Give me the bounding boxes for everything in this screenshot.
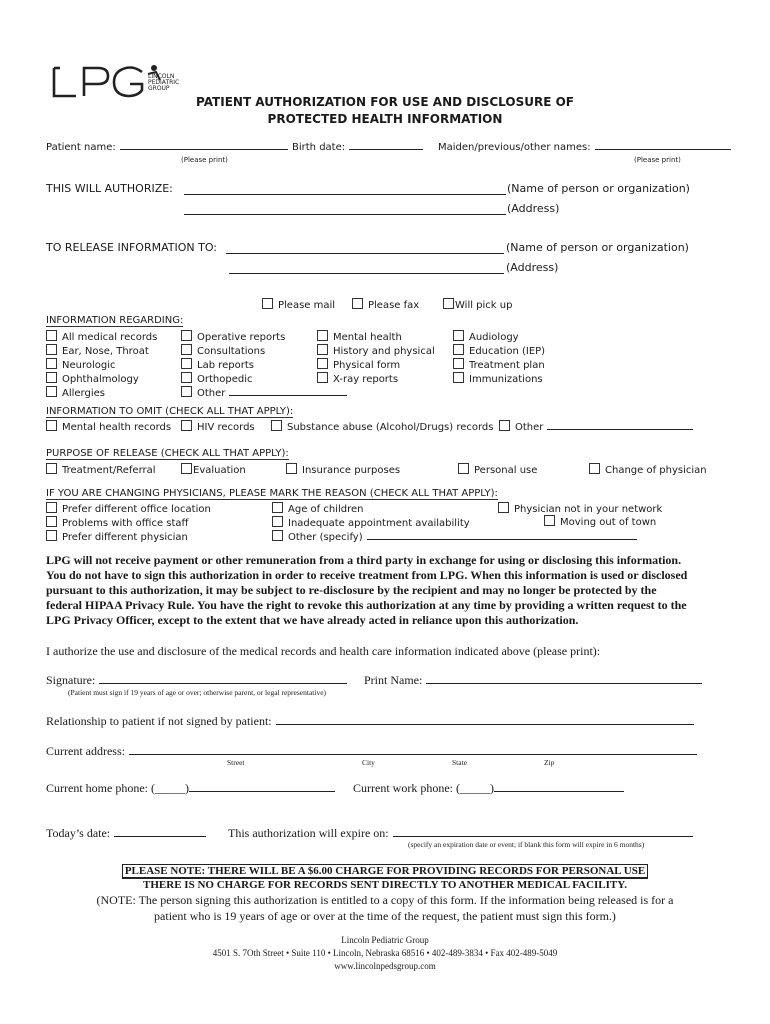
release-address-field[interactable] xyxy=(229,273,504,274)
change-item[interactable] xyxy=(272,530,637,544)
expire-field[interactable] xyxy=(393,836,693,837)
expire-label: This authorization will expire on: xyxy=(228,826,389,840)
omit-item-label: Mental health records xyxy=(62,422,172,433)
purpose-item-label: Insurance purposes xyxy=(302,465,401,476)
info-item-label: Education (IEP) xyxy=(469,346,546,357)
authorize-label: THIS WILL AUTHORIZE: xyxy=(46,182,173,195)
change-item-label: Prefer different office location xyxy=(62,504,211,515)
relationship-field[interactable] xyxy=(276,724,694,725)
home-phone-field[interactable] xyxy=(189,791,335,792)
info-item-label: Treatment plan xyxy=(469,360,545,371)
purpose-heading: PURPOSE OF RELEASE (CHECK ALL THAT APPLY): xyxy=(46,448,289,459)
info-item-label: X-ray reports xyxy=(333,374,399,385)
checkbox[interactable] xyxy=(181,372,192,383)
authorize-address-field[interactable] xyxy=(184,214,506,215)
authorize-name-hint: (Name of person or organization) xyxy=(507,182,690,195)
copy-note-line-2: patient who is 19 years of age or over at the time of the request, the patient must sign this form.) xyxy=(154,909,616,923)
option-label: Will pick up xyxy=(455,300,513,311)
info-item-label: Mental health xyxy=(333,332,402,343)
info-item[interactable] xyxy=(46,344,157,358)
checkbox[interactable] xyxy=(286,463,297,474)
notice-line: pursuant to this authorization, it may be subject to re-disclosure by the recipient and may no longer be protected by the xyxy=(46,583,657,597)
checkbox[interactable] xyxy=(272,530,283,541)
change-item-label: Problems with office staff xyxy=(62,518,189,529)
purpose-item[interactable] xyxy=(46,463,156,476)
authorization-statement: I authorize the use and disclosure of the medical records and health care information indicated above (please print): xyxy=(46,644,601,658)
patient-name-label: Patient name: xyxy=(46,142,116,153)
logo-tagline-2: PEDIATRIC xyxy=(148,79,180,86)
checkbox[interactable] xyxy=(181,420,192,431)
address-zip-hint: Zip xyxy=(544,758,555,767)
info-item-label: Other xyxy=(197,388,226,399)
info-item[interactable] xyxy=(317,358,435,372)
info-item[interactable] xyxy=(46,386,157,400)
omit-item-label: Substance abuse (Alcohol/Drugs) records xyxy=(287,422,494,433)
checkbox[interactable] xyxy=(46,372,57,383)
checkbox[interactable] xyxy=(46,386,57,397)
info-item[interactable] xyxy=(46,372,157,386)
change-item-label: Prefer different physician xyxy=(62,532,188,543)
checkbox[interactable] xyxy=(46,502,57,513)
info-item[interactable] xyxy=(317,344,435,358)
info-item-label: Orthopedic xyxy=(197,374,253,385)
change-heading: IF YOU ARE CHANGING PHYSICIANS, PLEASE MARK THE REASON (CHECK ALL THAT APPLY): xyxy=(46,488,498,499)
authorize-address-hint: (Address) xyxy=(507,202,560,215)
title-line-2: PROTECTED HEALTH INFORMATION xyxy=(267,112,503,126)
option-please-mail[interactable] xyxy=(262,298,335,311)
omit-item[interactable] xyxy=(181,420,255,433)
notice-line: federal HIPAA Privacy Rule. You have the right to revoke this authorization at any time by providing a written request to the xyxy=(46,598,687,612)
info-item-label: Lab reports xyxy=(197,360,254,371)
info-item[interactable] xyxy=(453,358,545,372)
omit-item-label: HIV records xyxy=(197,422,255,433)
checkbox[interactable] xyxy=(46,344,57,355)
maiden-names-field[interactable] xyxy=(595,149,731,150)
checkbox[interactable] xyxy=(46,530,57,541)
charge-notice: PLEASE NOTE: THERE WILL BE A $6.00 CHARGE FOR PROVIDING RECORDS FOR PERSONAL USE xyxy=(122,864,648,879)
release-label: TO RELEASE INFORMATION TO: xyxy=(46,241,217,254)
info-item[interactable] xyxy=(317,330,435,344)
checkbox[interactable] xyxy=(46,420,57,431)
info-item[interactable] xyxy=(317,372,435,386)
info-item[interactable] xyxy=(46,330,157,344)
expire-hint: (specify an expiration date or event; if blank this form will expire in 6 months) xyxy=(408,840,645,849)
option-label: Please fax xyxy=(368,300,420,311)
checkbox[interactable] xyxy=(458,463,469,474)
checkbox[interactable] xyxy=(46,516,57,527)
change-item[interactable] xyxy=(46,516,211,530)
checkbox[interactable] xyxy=(181,358,192,369)
omit-heading: INFORMATION TO OMIT (CHECK ALL THAT APPLY): xyxy=(46,406,294,417)
purpose-item-label: Change of physician xyxy=(605,465,707,476)
signature-label: Signature: xyxy=(46,673,96,687)
notice-line: LPG will not receive payment or other remuneration from a third party in exchange for using or disclosing this information. xyxy=(46,553,682,567)
checkbox[interactable] xyxy=(317,358,328,369)
omit-item-label: Other xyxy=(515,422,544,433)
org-address: 4501 S. 7Oth Street • Suite 110 • Lincoln, Nebraska 68516 • 402-489-3834 • Fax 402-489-5049 xyxy=(212,948,558,958)
info-item-label: Neurologic xyxy=(62,360,116,371)
info-item-label: Immunizations xyxy=(469,374,543,385)
omit-item[interactable] xyxy=(271,420,494,433)
org-website[interactable]: www.lincolnpedsgroup.com xyxy=(334,961,436,971)
checkbox[interactable] xyxy=(352,298,363,309)
print-name-field[interactable] xyxy=(426,683,702,684)
release-name-field[interactable] xyxy=(226,253,504,254)
info-item-label: Allergies xyxy=(62,388,105,399)
patient-name-field[interactable] xyxy=(120,149,288,150)
work-phone-label: Current work phone: (_____) xyxy=(353,781,494,795)
option-label: Please mail xyxy=(278,300,336,311)
info-item[interactable] xyxy=(46,358,157,372)
checkbox[interactable] xyxy=(46,463,57,474)
checkbox[interactable] xyxy=(317,344,328,355)
checkbox[interactable] xyxy=(453,344,464,355)
today-date-label: Today’s date: xyxy=(46,826,111,840)
address-field[interactable] xyxy=(129,754,697,755)
release-name-hint: (Name of person or organization) xyxy=(506,241,689,254)
checkbox[interactable] xyxy=(181,330,192,341)
logo-tagline-1: LINCOLN xyxy=(148,73,175,80)
org-name: Lincoln Pediatric Group xyxy=(341,935,429,945)
change-item-label: Physician not in your network xyxy=(514,504,663,515)
checkbox[interactable] xyxy=(272,516,283,527)
notice-line: LPG Privacy Officer, except to the extent that we have already acted in reliance upon this authorization. xyxy=(46,613,579,627)
home-phone-label: Current home phone: (_____) xyxy=(46,781,189,795)
work-phone-field[interactable] xyxy=(494,791,624,792)
birth-date-label: Birth date: xyxy=(292,142,346,153)
purpose-item-label: Personal use xyxy=(474,465,538,476)
authorize-name-field[interactable] xyxy=(184,194,506,195)
info-item-label: Consultations xyxy=(197,346,266,357)
patient-name-hint: (Please print) xyxy=(181,156,228,164)
checkbox[interactable] xyxy=(499,420,510,431)
purpose-item[interactable] xyxy=(589,463,707,476)
address-city-hint: City xyxy=(362,758,375,767)
title-line-1: PATIENT AUTHORIZATION FOR USE AND DISCLOSURE OF xyxy=(196,95,574,109)
change-item[interactable] xyxy=(46,502,211,516)
checkbox[interactable] xyxy=(317,372,328,383)
info-item-label: Ophthalmology xyxy=(62,374,139,385)
info-col-1 xyxy=(46,330,157,400)
checkbox[interactable] xyxy=(317,330,328,341)
purpose-item[interactable] xyxy=(286,463,400,476)
info-item-label: Physical form xyxy=(333,360,401,371)
signature-field[interactable] xyxy=(99,683,347,684)
checkbox[interactable] xyxy=(453,330,464,341)
print-name-label: Print Name: xyxy=(364,673,423,687)
logo-tagline-3: GROUP xyxy=(148,85,170,92)
checkbox[interactable] xyxy=(271,420,282,431)
checkbox[interactable] xyxy=(46,330,57,341)
today-date-field[interactable] xyxy=(114,836,206,837)
signature-hint: (Patient must sign if 19 years of age or over; otherwise parent, or legal representative) xyxy=(68,688,327,697)
purpose-item[interactable] xyxy=(181,463,246,476)
info-col-3 xyxy=(317,330,435,386)
address-state-hint: State xyxy=(452,758,467,767)
checkbox[interactable] xyxy=(181,344,192,355)
checkbox[interactable] xyxy=(262,298,273,309)
other-info-field[interactable] xyxy=(229,395,347,396)
change-item-label: Other (specify) xyxy=(288,532,363,543)
birth-date-field[interactable] xyxy=(349,149,423,150)
change-item-label: Inadequate appointment availability xyxy=(288,518,470,529)
change-item-label: Moving out of town xyxy=(560,517,657,528)
copy-note-line-1: (NOTE: The person signing this authorization is entitled to a copy of this form. If the information being released is for a xyxy=(96,893,674,907)
info-item-label: Ear, Nose, Throat xyxy=(62,346,149,357)
checkbox[interactable] xyxy=(181,463,192,474)
checkbox[interactable] xyxy=(181,386,192,397)
purpose-item-label: Evaluation xyxy=(193,465,246,476)
change-item[interactable] xyxy=(46,530,211,544)
change-col-1 xyxy=(46,502,211,544)
info-item-label: All medical records xyxy=(62,332,158,343)
address-street-hint: Street xyxy=(227,758,245,767)
info-item[interactable] xyxy=(181,386,347,400)
info-item[interactable] xyxy=(453,344,545,358)
checkbox[interactable] xyxy=(589,463,600,474)
no-charge-notice: THERE IS NO CHARGE FOR RECORDS SENT DIRECTLY TO ANOTHER MEDICAL FACILITY. xyxy=(143,879,627,891)
address-label: Current address: xyxy=(46,744,125,758)
info-item[interactable] xyxy=(453,330,545,344)
option-please-fax[interactable] xyxy=(352,298,419,311)
change-other-field[interactable] xyxy=(367,539,637,540)
change-item-label: Age of children xyxy=(288,504,364,515)
checkbox[interactable] xyxy=(498,502,509,513)
checkbox[interactable] xyxy=(453,372,464,383)
omit-item[interactable] xyxy=(46,420,171,433)
checkbox[interactable] xyxy=(544,515,555,526)
notice-line: You do not have to sign this authorization in order to receive treatment from LPG. When this information is used or disclosed xyxy=(46,568,688,582)
change-item[interactable] xyxy=(544,515,656,528)
maiden-names-hint: (Please print) xyxy=(634,156,681,164)
info-item-label: Operative reports xyxy=(197,332,286,343)
info-col-4 xyxy=(453,330,545,386)
release-address-hint: (Address) xyxy=(506,261,559,274)
change-item[interactable] xyxy=(498,502,662,515)
checkbox[interactable] xyxy=(443,298,454,309)
relationship-label: Relationship to patient if not signed by patient: xyxy=(46,714,272,728)
purpose-item-label: Treatment/Referral xyxy=(62,465,156,476)
privacy-notice xyxy=(46,553,687,628)
maiden-names-label: Maiden/previous/other names: xyxy=(438,142,591,153)
checkbox[interactable] xyxy=(272,502,283,513)
omit-item[interactable] xyxy=(499,420,693,433)
info-item-label: Audiology xyxy=(469,332,519,343)
purpose-item[interactable] xyxy=(458,463,537,476)
info-regarding-heading: INFORMATION REGARDING: xyxy=(46,315,184,326)
omit-other-field[interactable] xyxy=(547,429,693,430)
option-will-pick-up[interactable] xyxy=(443,298,512,311)
info-item[interactable] xyxy=(453,372,545,386)
checkbox[interactable] xyxy=(453,358,464,369)
info-item-label: History and physical xyxy=(333,346,435,357)
checkbox[interactable] xyxy=(46,358,57,369)
